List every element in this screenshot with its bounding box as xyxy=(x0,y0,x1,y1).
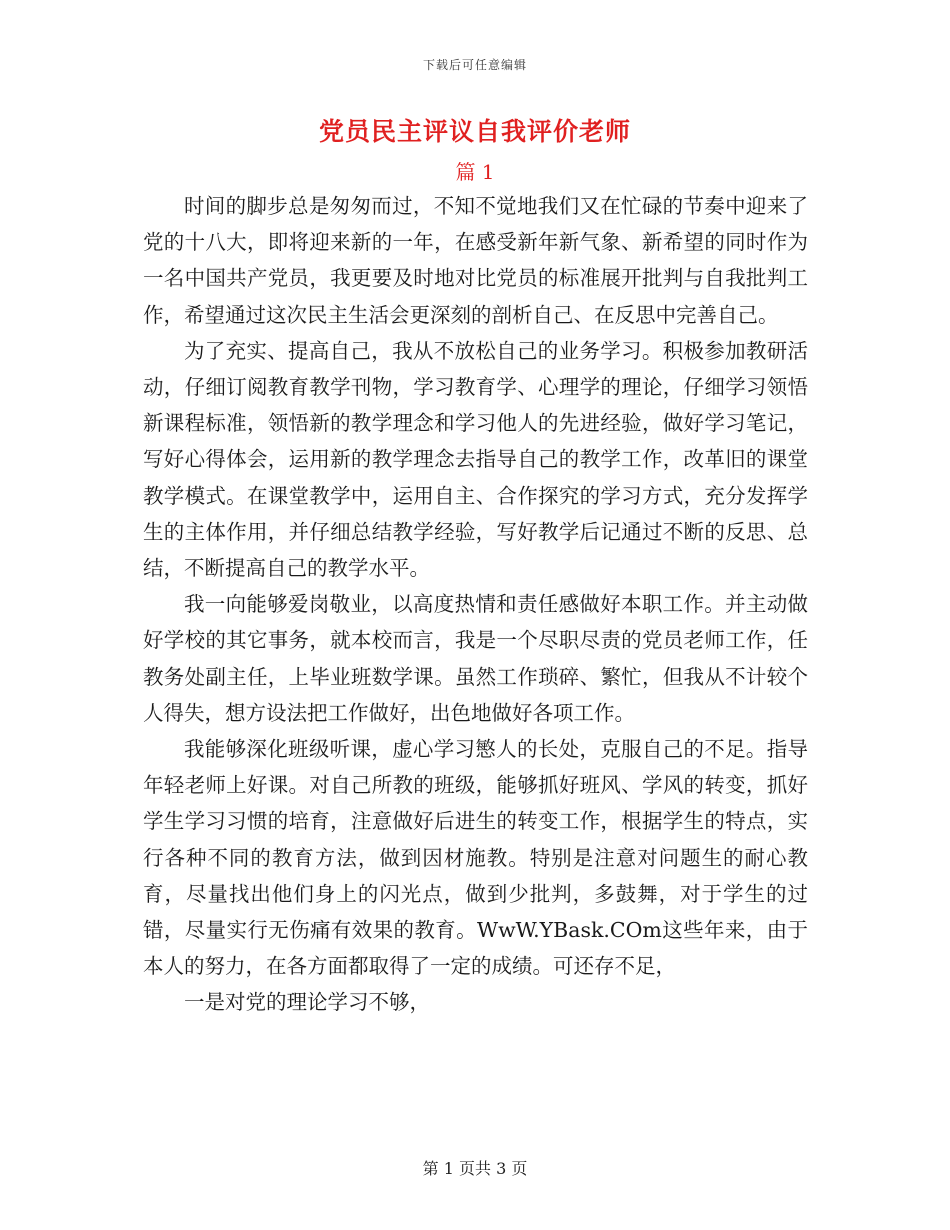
paragraph: 时间的脚步总是匆匆而过，不知不觉地我们又在忙碌的节奏中迎来了党的十八大，即将迎来新的一年，在感受新年新气象、新希望的同时作为一名中国共产党员，我更要及时地对比党员的标准展开批判与自我批判工作，希望通过这次民主生活会更深刻的剖析自己、在反思中完善自己。 xyxy=(143,194,808,327)
document-body xyxy=(143,188,808,1021)
paragraph: 一是对党的理论学习不够， xyxy=(184,990,430,1015)
document-title: 党员民主评议自我评价老师 xyxy=(318,117,631,146)
paragraph: 我一向能够爱岗敬业，以高度热情和责任感做好本职工作。并主动做好学校的其它事务，就本校而言，我是一个尽职尽责的党员老师工作，任教务处副主任，上毕业班数学课。虽然工作琐碎、繁忙，但我从不计较个人得失，想方设法把工作做好，出色地做好各项工作。 xyxy=(143,592,808,725)
page-footer: 第 1 页共 3 页 xyxy=(422,1159,528,1178)
paragraph: 我能够深化班级听课，虚心学习慜人的长处，克服自己的不足。指导年轻老师上好课。对自己所教的班级，能够抓好班风、学风的转变，抓好学生学习习惯的培育，注意做好后进生的转变工作，根据学生的特点，实行各种不同的教育方法，做到因材施教。特别是注意对问题生的耐心教育，尽量找出他们身上的闪光点，做到少批判，多鼓舞，对于学生的过错，尽量实行无伤痛有效果的教育。WwW.YBask.COm这些年来，由于本人的努力，在各方面都取得了一定的成绩。可还存不足， xyxy=(143,737,808,979)
paragraph: 为了充实、提高自己，我从不放松自己的业务学习。积极参加教研活动，仔细订阅教育教学刊物，学习教育学、心理学的理论，仔细学习领悟新课程标准，领悟新的教学理念和学习他人的先进经验，做好学习笔记，写好心得体会，运用新的教学理念去指导自己的教学工作，改革旧的课堂教学模式。在课堂教学中，运用自主、合作探究的学习方式，充分发挥学生的主体作用，并仔细总结教学经验，写好教学后记通过不断的反思、总结，不断提高自己的教学水平。 xyxy=(143,338,808,581)
header-note: 下载后可任意编辑 xyxy=(422,58,527,72)
section-label: 篇 1 xyxy=(455,160,495,184)
